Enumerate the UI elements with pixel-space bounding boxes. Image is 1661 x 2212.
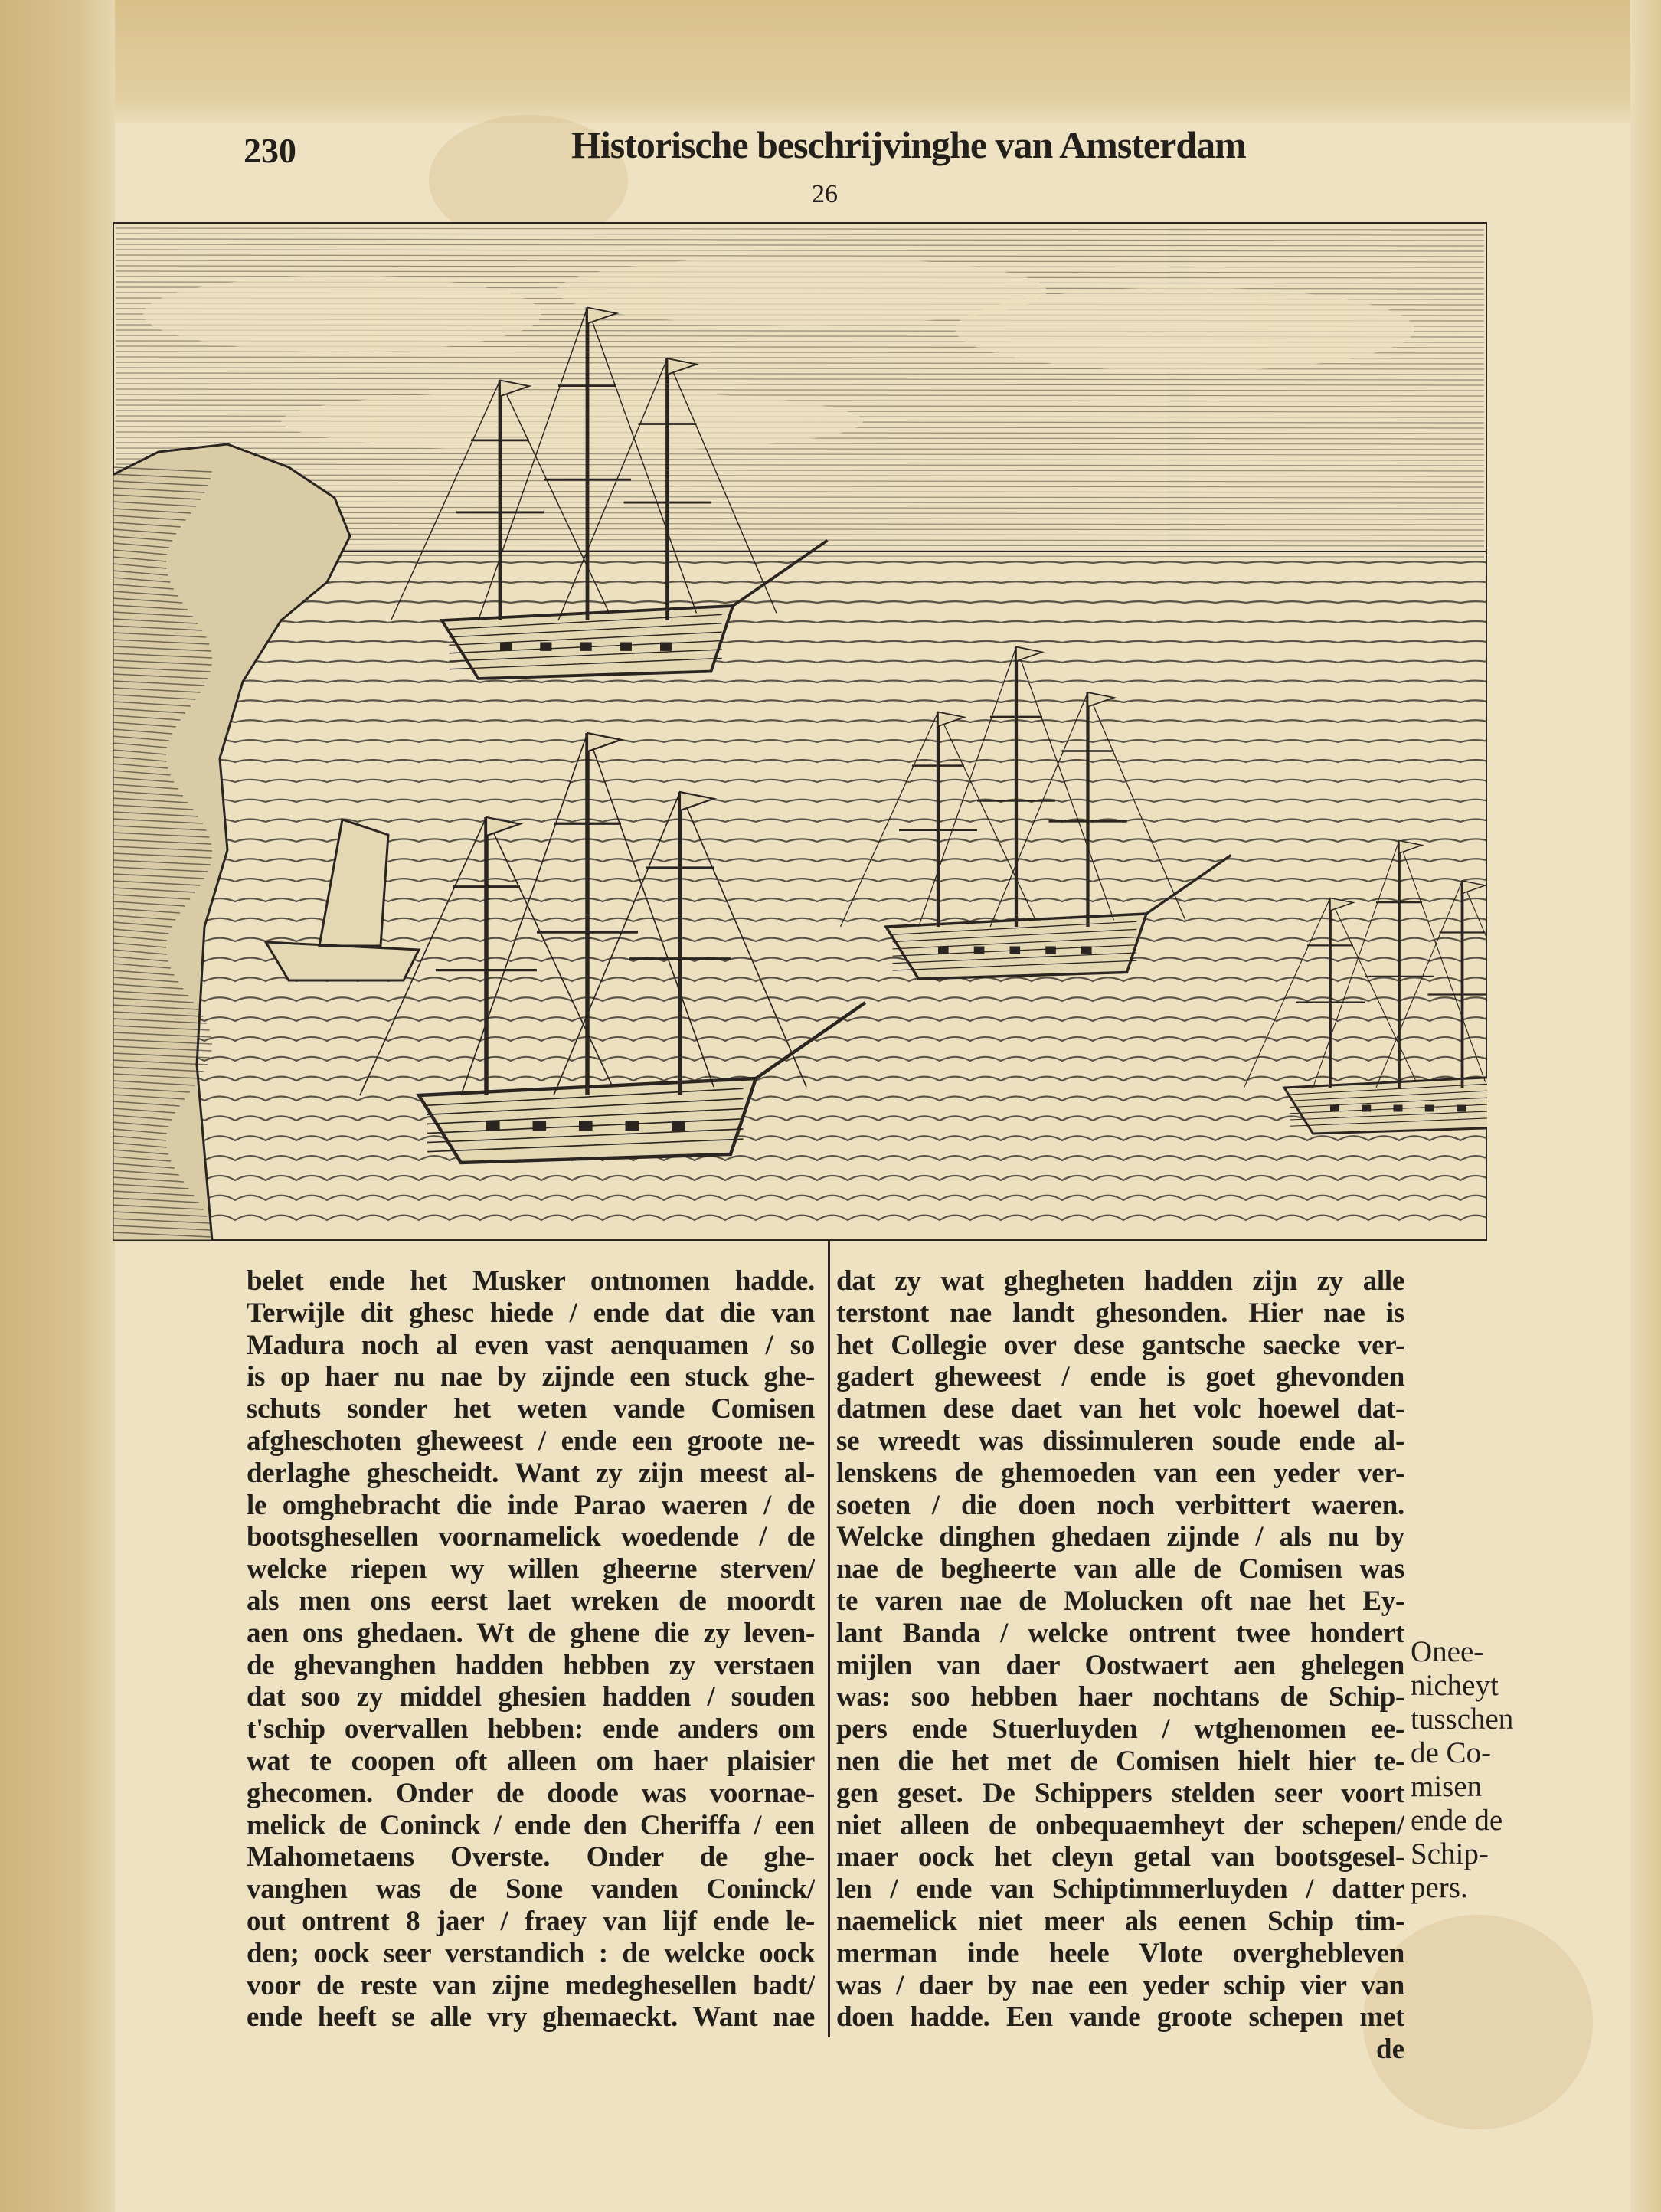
cloud bbox=[143, 276, 541, 352]
text-line: niet alleen de onbequaemheyt der schepen/ bbox=[836, 1809, 1404, 1841]
text-line: melick de Coninck / ende den Cheriffa / een bbox=[247, 1809, 815, 1841]
text-line: maer oock het cleyn getal van bootsgesel- bbox=[836, 1841, 1404, 1873]
text-line: terstont nae landt ghesonden. Hier nae is bbox=[836, 1297, 1404, 1329]
text-column-right bbox=[836, 1265, 1404, 2066]
text-line: Terwijle dit ghesc hiede / ende dat die van bbox=[247, 1297, 815, 1329]
text-line: was / daer by nae een yeder schip vier van bbox=[836, 1969, 1404, 2001]
aged-paper-left-edge bbox=[0, 0, 115, 2212]
marginal-note-line: tusschen bbox=[1411, 1703, 1514, 1736]
text-line: Madura noch al even vast aenquamen / so bbox=[247, 1329, 815, 1361]
text-line: ende heeft se alle vry ghemaeckt. Want nae bbox=[247, 2001, 815, 2034]
text-line: aen ons ghedaen. Wt de ghene die zy leven- bbox=[247, 1617, 815, 1649]
text-line: Mahometaens Overste. Onder de ghe- bbox=[247, 1841, 815, 1873]
text-line: gen geset. De Schippers stelden seer voort bbox=[836, 1777, 1404, 1809]
text-line: nen die het met de Comisen hielt hier te- bbox=[836, 1745, 1404, 1777]
text-line: als men ons eerst laet wreken de moordt bbox=[247, 1585, 815, 1617]
text-line: belet ende het Musker ontnomen hadde. bbox=[247, 1265, 815, 1297]
text-line: schuts sonder het weten vande Comisen bbox=[247, 1393, 815, 1425]
text-line: merman inde heele Vlote overghebleven bbox=[836, 1937, 1404, 1969]
text-line: gadert gheweest / ende is goet ghevonden bbox=[836, 1361, 1404, 1393]
text-line: mijlen van daer Oostwaert aen ghelegen bbox=[836, 1649, 1404, 1681]
text-line: het Collegie over dese gantsche saecke ver- bbox=[836, 1329, 1404, 1361]
text-line: te varen nae de Molucken oft nae het Ey- bbox=[836, 1585, 1404, 1617]
text-line: voor de reste van zijne medeghesellen badt/ bbox=[247, 1969, 815, 2001]
text-line: se wreedt was dissimuleren soude ende al- bbox=[836, 1425, 1404, 1457]
text-column-left bbox=[247, 1265, 815, 2034]
text-line: nae de begheerte van alle de Comisen was bbox=[836, 1553, 1404, 1585]
text-line: datmen dese daet van het volc hoewel dat- bbox=[836, 1393, 1404, 1425]
text-line: den; oock seer verstandich : de welcke oock bbox=[247, 1937, 815, 1969]
aged-paper-right-edge bbox=[1630, 0, 1661, 2212]
marginal-note-line: de Co- bbox=[1411, 1736, 1492, 1769]
text-line: derlaghe ghescheidt. Want zy zijn meest al- bbox=[247, 1457, 815, 1489]
cloud bbox=[955, 287, 1414, 371]
marginal-note-line: Schip- bbox=[1411, 1837, 1489, 1870]
text-line: is op haer nu nae by zijnde een stuck ghe- bbox=[247, 1361, 815, 1393]
text-line: vanghen was de Sone vanden Coninck/ bbox=[247, 1873, 815, 1906]
plate-number: 26 bbox=[812, 180, 838, 208]
text-line: dat zy wat ghegheten hadden zijn zy alle bbox=[836, 1265, 1404, 1297]
text-line: len / ende van Schiptimmerluyden / datter bbox=[836, 1873, 1404, 1906]
running-head: Historische beschrijvinghe van Amsterdam bbox=[571, 123, 1246, 166]
text-line: was: soo hebben haer nochtans de Schip- bbox=[836, 1681, 1404, 1713]
text-line: naemelick niet meer als eenen Schip tim- bbox=[836, 1905, 1404, 1937]
text-line: dat soo zy middel ghesien hadden / souden bbox=[247, 1681, 815, 1713]
text-line: ghecomen. Onder de doode was voornae- bbox=[247, 1777, 815, 1809]
text-line: out ontrent 8 jaer / fraey van lijf ende le- bbox=[247, 1905, 815, 1937]
text-line: Welcke dinghen ghedaen zijnde / als nu by bbox=[836, 1521, 1404, 1553]
marginal-note-line: ende de bbox=[1411, 1804, 1503, 1837]
aged-paper-top-edge bbox=[0, 0, 1661, 123]
cloud bbox=[281, 391, 863, 452]
text-line: lenskens de ghemoeden van een yeder ver- bbox=[836, 1457, 1404, 1489]
text-line: lant Banda / welcke ontrent twee hondert bbox=[836, 1617, 1404, 1649]
text-line: welcke riepen wy willen gheerne sterven/ bbox=[247, 1553, 815, 1585]
catchword: de bbox=[1376, 2034, 1404, 2066]
text-line: bootsghesellen voornamelick woedende / de bbox=[247, 1521, 815, 1553]
engraving-ships-at-sea bbox=[113, 222, 1487, 1241]
text-line: afgheschoten gheweest / ende een groote ne- bbox=[247, 1425, 815, 1457]
column-divider bbox=[828, 1241, 830, 2037]
marginal-note bbox=[1411, 1635, 1513, 1905]
text-line: pers ende Stuerluyden / wtghenomen ee- bbox=[836, 1713, 1404, 1746]
text-line: de ghevanghen hadden hebben zy verstaen bbox=[247, 1649, 815, 1681]
engraving-frame bbox=[113, 222, 1487, 1241]
text-line: soeten / die doen noch verbittert waeren. bbox=[836, 1489, 1404, 1521]
text-line: wat te coopen oft alleen om haer plaisier bbox=[247, 1745, 815, 1777]
text-line: le omghebracht die inde Parao waeren / de bbox=[247, 1489, 815, 1521]
marginal-note-line: Onee- bbox=[1411, 1635, 1484, 1668]
marginal-note-line: misen bbox=[1411, 1770, 1483, 1803]
text-line: t'schip overvallen hebben: ende anders om bbox=[247, 1713, 815, 1746]
text-line: doen hadde. Een vande groote schepen met bbox=[836, 2001, 1404, 2034]
marginal-note-line: nicheyt bbox=[1411, 1669, 1499, 1702]
marginal-note-line: pers. bbox=[1411, 1871, 1468, 1904]
page-number: 230 bbox=[244, 131, 296, 170]
